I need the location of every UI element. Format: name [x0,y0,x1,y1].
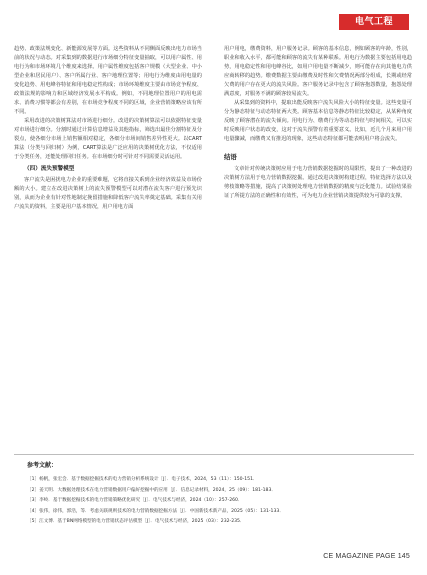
paragraph: 采用改进的决策树算法对市场进行细分。改进的决策树算法可以依据特征变量对市场进行细分。分割时通过计算信息增益及其他指标，筛选出最佳分割特征及分裂点，使各细分市场上销售额相对稳定，各细分市场间销售差异性更大。以CART算法（分类与回归树）为例，CART算法是广泛应用的决策树优化方法，不仅适用于分类任务，还能处理回归任务。在市场细分时可针对不同需要灵活运用。 [14,118,202,160]
references-title: 参考文献： [27,462,58,469]
reference-item: ［2］姜天明．大数据处理技术在电力营销数据用户偏好挖掘中的应用［J］．信息记录材料，2024，25（09）：181-183． [27,487,276,493]
paragraph: 从采集到的资料中，提取出能反映客户流失风险大小的特征变量。这些变量可分为静态特征与动态特征两大类。顾客基本信息等静态特征比较稳定，从某种角度反映了顾客潜在的流失倾向。用电行为、缴费行为等动态特征与时间相关，可以实时反映用户状态的改变，这对于流失预警有着重要意义。比如，近几个月来用户用电量骤减，而缴费又有推迟的现象，这些动态特征都可能表明用户将会流失。 [224,100,412,142]
right-column [224,45,412,201]
reference-item: ［4］张伟，徐伟，郭浩，等．考虑关联规则技术的电力营销数据挖掘方法［J］．中国新技术新产品，2025（05）：131-133． [27,508,284,514]
paragraph: 趋势、政策法规变化、新能源发展等方面。这些资料从不同侧面反映出电力市场当前的状况与动态。对采集到的数据进行市场细分特征变量抽取，可以用户属性、用电行为和市场环境几个维度来选择。用户属性维度包括客户规模（大型企业、中小型企业和居民用户）、客户所属行业、客户地理位置等；用电行为维度由用电量的变化趋势、用电峰谷特征和用电稳定性构成；市场环境维度主要由市场竞争程度、政策法规的影响力和区域经济发展水平构成。例如，不同地理位置用户的用电需求、消费习惯等都会有差别，在市场竞争程度不同的区域，企业营销策略应该有所不同。 [14,46,202,115]
references-divider [14,454,414,455]
reference-item: ［1］杨帆，张宏会．基于数据挖掘技术的电力营销分析系统设计［J］．电子技术，2024，53（11）：150-151． [27,477,258,482]
conclusion-heading: 结语 [224,153,237,161]
paragraph: 客户流失是困扰电力企业的重要难题，它将直接关系到企业经济效益及市场份额的大小。建立在改进决策树上的流失预警模型可以对潜在流失客户进行预先识别，从而为企业有针对性地制定挽留措施和降低客户流失率奠定基础。采集有关用户流失的资料，主要是用户基本情况，用户用电方面 [14,177,202,210]
page-footer: CE MAGAZINE PAGE 145 [323,553,410,560]
references-list [27,475,407,528]
reference-item: ［5］江文博．基于BN网络模型的电力营销状态评估模型［J］．电气技术与经济，2025（03）：232-235． [27,519,245,524]
paragraph: 文章针对传统决策树应用于电力营销数据挖掘时的局限性，提出了一种改进的决策树方法用于电力营销数据挖掘。通过改进决策树构建过程，特征选择方法以及剪枝策略等措施，提高了决策树处理电力营销数据的精度与泛化能力。试验结果验证了所提方法的正确性和有效性，可为电力企业营销决策提供较为可靠的支撑。 [224,166,412,199]
section-heading: （四）流失预警模型 [24,166,75,172]
reference-item: ［3］李岭．基于数据挖掘技术的电力营销策略优化研究［J］．电气技术与经济，2024（10）：257-260． [27,498,243,503]
section-label: 电气工程 [339,14,409,30]
left-column [14,45,202,212]
paragraph: 用户用电，缴费资料，用户服务记录。顾客的基本信息，例如顾客的年龄，性别，职业和收入水平，都可能和顾客的流失有某种联系。用电行为数据主要包括用电趋势，用电稳定性和用电峰谷比，如用户用电量不断减少，则可能存在向其他电力供应商转移的趋势。缴费数据主要由缴费及时性和欠费情况两部分组成，长期或经常欠费的用户存在更大的流失风险。客户服务记录中包含了顾客抱怨数量，抱怨处理满意度，对服务不满的顾客较易流失。 [224,46,412,97]
